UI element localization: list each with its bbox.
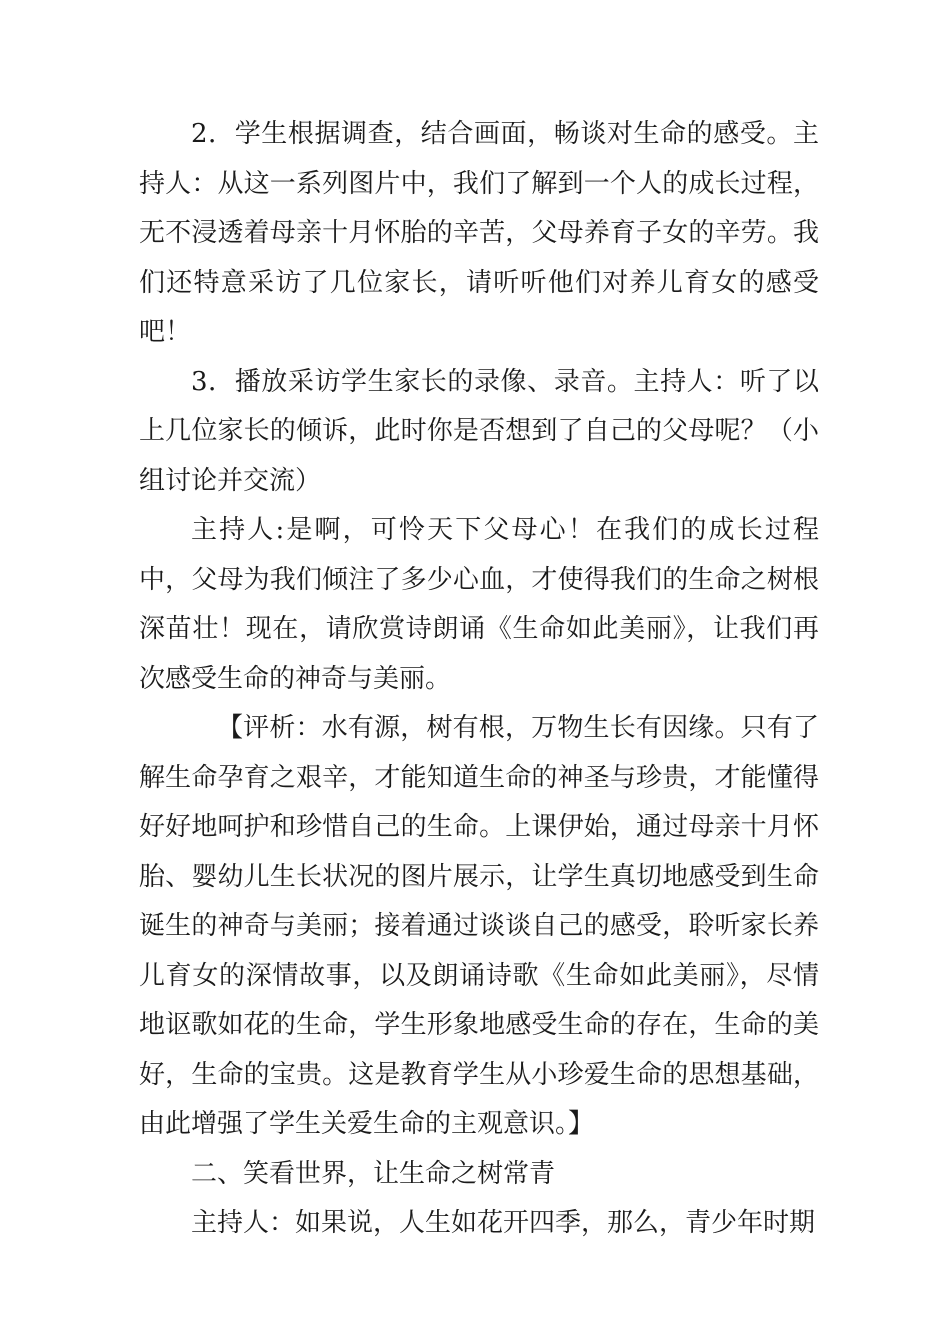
paragraph-student-survey: 2．学生根据调查，结合画面，畅谈对生命的感受。主持人：从这一系列图片中，我们了解到一个人的成长过程，无不浸透着母亲十月怀胎的辛苦，父母养育子女的辛劳。我们还特意采访了几位家长，请听听他们对养儿育女的感受吧！ (139, 119, 819, 347)
document-body (139, 110, 819, 1249)
paragraph-host-poem: 主持人:是啊，可怜天下父母心！在我们的成长过程中，父母为我们倾注了多少心血，才使得我们的生命之树根深苗壮！现在，请欣赏诗朗诵《生命如此美丽》，让我们再次感受生命的神奇与美丽。 (139, 515, 819, 694)
paragraph-commentary: 【评析：水有源，树有根，万物生长有因缘。只有了解生命孕育之艰辛，才能知道生命的神圣与珍贵，才能懂得好好地呵护和珍惜自己的生命。上课伊始，通过母亲十月怀胎、婴幼儿生长状况的图片展示，让学生真切地感受到生命诞生的神奇与美丽；接着通过谈谈自己的感受，聆听家长养儿育女的深情故事，以及朗诵诗歌《生命如此美丽》，尽情地讴歌如花的生命，学生形象地感受生命的存在，生命的美好，生命的宝贵。这是教育学生从小珍爱生命的思想基础，由此增强了学生关爱生命的主观意识。】 (139, 713, 819, 1139)
paragraph-host-seasons: 主持人：如果说，人生如花开四季，那么，青少年时期 (191, 1208, 816, 1238)
paragraph-parent-interview: 3．播放采访学生家长的录像、录音。主持人：听了以上几位家长的倾诉，此时你是否想到了自己的父母呢？（小组讨论并交流） (139, 366, 819, 496)
section-heading-2: 二、笑看世界，让生命之树常青 (191, 1158, 556, 1189)
